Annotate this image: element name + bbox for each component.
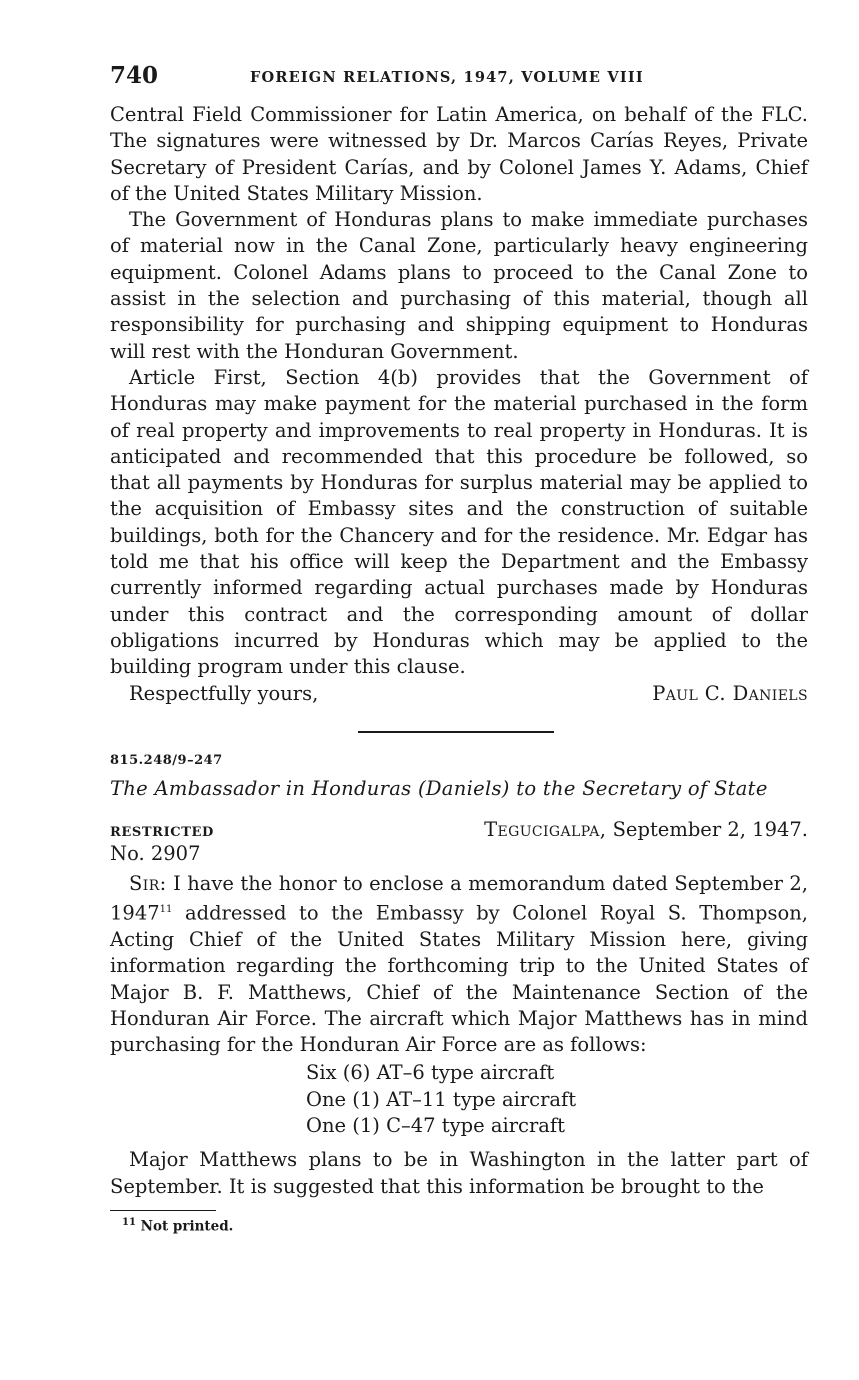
letter-continuation [110, 102, 808, 707]
footnote-text: Not printed. [140, 1218, 234, 1235]
classification: RESTRICTED [110, 824, 214, 840]
footnote-reference: 11 [159, 904, 173, 916]
signature: Paul C. Daniels [652, 681, 808, 705]
aircraft-item: One (1) AT–11 type aircraft [306, 1087, 577, 1111]
letter-paragraph-1 [110, 871, 808, 1059]
document-entry [110, 753, 808, 1200]
document-page [110, 62, 808, 1234]
document-number: No. 2907 [110, 841, 201, 865]
section-divider [358, 731, 554, 733]
footnote [110, 1217, 808, 1235]
aircraft-list [306, 1060, 808, 1139]
place: Tegucigalpa, [484, 817, 607, 841]
aircraft-item: Six (6) AT–6 type aircraft [306, 1061, 555, 1085]
document-title: The Ambassador in Honduras (Daniels) to the Secretary of State [110, 776, 768, 800]
closing: Respectfully yours, [129, 681, 319, 705]
paragraph-2: The Government of Honduras plans to make immediate purchases of material now in the Canal Zone, particularly heavy engineering equipment. Colonel Adams plans to proceed to the Canal Zone to assist in the selection and purchasing of this material, though all responsibility for purchasing and shipping equipment to Honduras will rest with the Honduran Government. [110, 208, 808, 363]
salutation: Sir: [129, 871, 167, 895]
paragraph-text-a: I have the honor to enclose a memorandum dated September 2, 1947 [110, 871, 808, 925]
date: September 2, 1947. [612, 817, 808, 841]
footnote-divider [110, 1210, 216, 1211]
aircraft-item: One (1) C–47 type aircraft [306, 1114, 565, 1137]
letter-paragraph-2: Major Matthews plans to be in Washington in the latter part of September. It is suggested that this information be brought to the [110, 1148, 808, 1198]
footnote-number: 11 [122, 1216, 136, 1228]
file-number: 815.248/9–247 [110, 752, 223, 768]
classification-line [110, 818, 808, 841]
signature-line [110, 681, 808, 707]
paragraph-3: Article First, Section 4(b) provides that the Government of Honduras may make payment for the material purchased in the form of real property and improvements to real property in Honduras. It is anticipated and recommended that this procedure be followed, so that all payments by Honduras for surplus material may be applied to the acquisition of Embassy sites and the construction of suitable buildings, both for the Chancery and for the residence. Mr. Edgar has told me that his office will keep the Department and the Embassy currently informed regarding actual purchases made by Honduras under this contract and the corresponding amount of dollar obligations incurred by Honduras which may be applied to the building program under this clause. [110, 365, 808, 679]
paragraph-1: Central Field Commissioner for Latin America, on behalf of the FLC. The signatures were witnessed by Dr. Marcos Carías Reyes, Private Secretary of President Carías, and by Colonel James Y. Adams, Chief of the United States Military Mission. [110, 103, 808, 205]
page-header [110, 62, 808, 102]
running-title: FOREIGN RELATIONS, 1947, VOLUME VIII [250, 69, 644, 86]
dateline [484, 818, 808, 841]
page-number: 740 [110, 62, 159, 89]
paragraph-text-b: addressed to the Embassy by Colonel Royal S. Thompson, Acting Chief of the United States Military Mission here, giving information regarding the forthcoming trip to the United States of Major B. F. Matthews, Chief of the Maintenance Section of the Honduran Air Force. The aircraft which Major Matthews has in mind purchasing for the Honduran Air Force are as follows: [110, 901, 808, 1057]
